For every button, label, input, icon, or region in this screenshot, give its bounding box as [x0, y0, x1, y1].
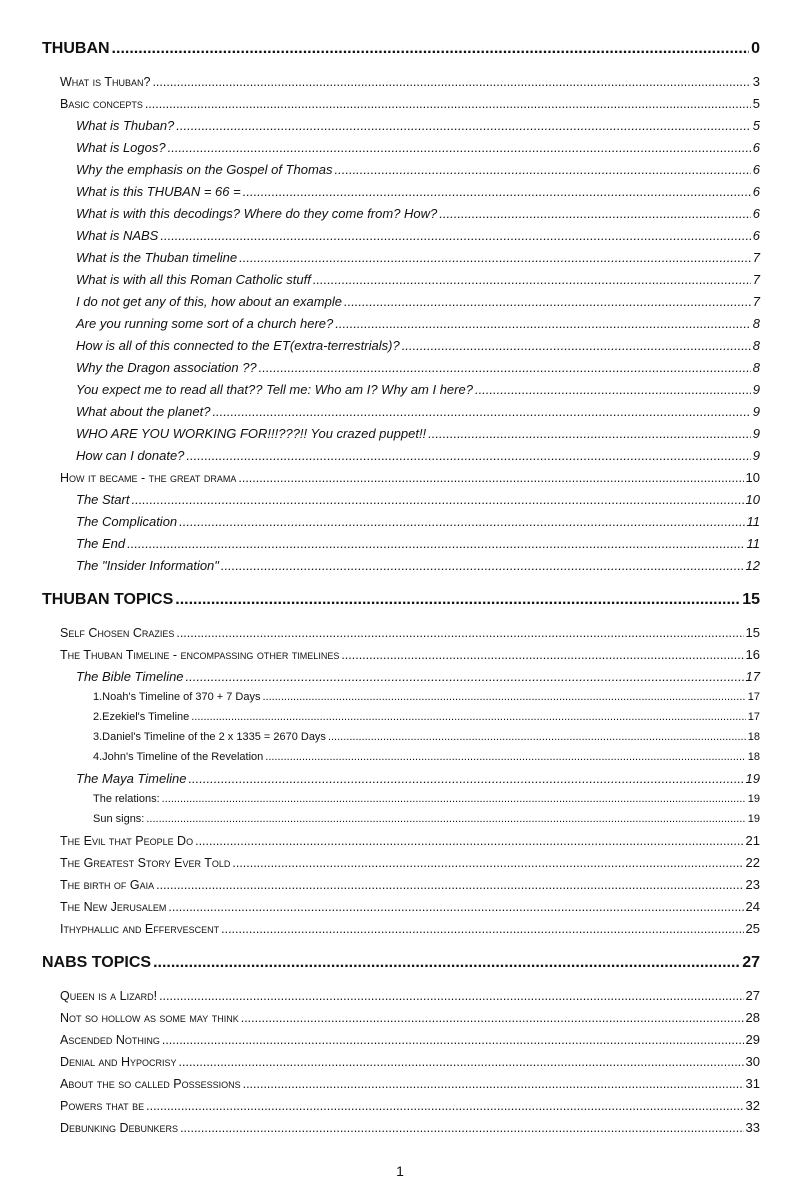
dot-leader [186, 448, 750, 463]
toc-entry-title: Why the emphasis on the Gospel of Thomas [76, 162, 333, 177]
toc-entry-title: The Evil that People Do [60, 834, 194, 848]
dot-leader [162, 793, 746, 805]
toc-entry-title: Why the Dragon association ?? [76, 360, 257, 375]
toc-entry-page: 5 [752, 96, 760, 111]
toc-entry[interactable] [42, 921, 760, 943]
toc-entry[interactable] [42, 382, 760, 404]
toc-entry[interactable] [42, 162, 760, 184]
toc-entry[interactable] [42, 1054, 760, 1076]
toc-entry-page: 17 [747, 691, 760, 703]
toc-entry-page: 6 [752, 184, 760, 199]
toc-entry[interactable] [42, 647, 760, 669]
toc-entry[interactable] [42, 228, 760, 250]
dot-leader [243, 184, 751, 199]
dot-leader [243, 1077, 744, 1091]
toc-entry-title: What is the Thuban timeline [76, 250, 238, 265]
toc-entry-page: 7 [752, 294, 760, 309]
toc-entry-page: 18 [747, 731, 760, 743]
toc-heading[interactable] [42, 40, 760, 62]
dot-leader [186, 669, 744, 684]
toc-entry[interactable] [42, 813, 760, 833]
toc-entry[interactable] [42, 855, 760, 877]
toc-entry-page: 28 [745, 1010, 760, 1025]
toc-entry-title: Ascended Nothing [60, 1033, 160, 1047]
dot-leader [175, 591, 740, 609]
toc-entry-page: 31 [745, 1076, 760, 1091]
toc-entry[interactable] [42, 360, 760, 382]
toc-entry[interactable] [42, 492, 760, 514]
toc-entry-title: 3.Daniel's Timeline of the 2 x 1335 = 2670 Days [93, 731, 326, 743]
toc-entry-page: 19 [747, 813, 760, 825]
dot-leader [127, 536, 744, 551]
toc-entry-page: 27 [745, 988, 760, 1003]
toc-entry-title: The New Jerusalem [60, 900, 167, 914]
toc-entry-title: What is Thuban? [76, 118, 175, 133]
toc-heading[interactable] [42, 591, 760, 613]
toc-entry[interactable] [42, 793, 760, 813]
dot-leader [341, 648, 743, 662]
toc-entry[interactable] [42, 751, 760, 771]
toc-entry-page: 19 [747, 793, 760, 805]
toc-entry[interactable] [42, 711, 760, 731]
toc-entry-title: The relations: [93, 793, 160, 805]
toc-entry[interactable] [42, 833, 760, 855]
toc-entry[interactable] [42, 899, 760, 921]
toc-entry[interactable] [42, 877, 760, 899]
toc-entry-title: Basic concepts [60, 97, 143, 111]
toc-entry-title: WHO ARE YOU WORKING FOR!!!???!! You crazed puppet!! [76, 426, 427, 441]
toc-entry-page: 9 [752, 448, 760, 463]
toc-entry-page: 29 [745, 1032, 760, 1047]
toc-entry[interactable] [42, 731, 760, 751]
toc-entry[interactable] [42, 184, 760, 206]
toc-entry-title: What is NABS [76, 228, 159, 243]
toc-entry-title: 2.Ezekiel's Timeline [93, 711, 190, 723]
toc-entry-page: 12 [745, 558, 760, 573]
toc-entry-title: How can I donate? [76, 448, 185, 463]
toc-entry-page: 10 [745, 492, 760, 507]
toc-entry[interactable] [42, 1010, 760, 1032]
toc-entry-title: The Start [76, 492, 130, 507]
dot-leader [176, 118, 750, 133]
dot-leader [152, 75, 750, 89]
toc-entry-title: Queen is a Lizard! [60, 989, 158, 1003]
toc-entry-page: 22 [745, 855, 760, 870]
toc-entry-page: 9 [752, 404, 760, 419]
toc-entry-title: Ithyphallic and Effervescent [60, 922, 220, 936]
dot-leader [179, 514, 744, 529]
toc-entry[interactable] [42, 294, 760, 316]
toc-entry-page: 11 [746, 514, 760, 529]
toc-entry-title: The Maya Timeline [76, 771, 187, 786]
toc-entry[interactable] [42, 74, 760, 96]
dot-leader [428, 426, 751, 441]
toc-entry-page: 6 [752, 162, 760, 177]
toc-entry[interactable] [42, 771, 760, 793]
toc-entry-title: I do not get any of this, how about an example [76, 294, 342, 309]
toc-entry-page: 24 [745, 899, 760, 914]
toc-entry-page: 8 [752, 360, 760, 375]
toc-entry-title: The Greatest Story Ever Told [60, 856, 231, 870]
dot-leader [168, 900, 743, 914]
toc-entry-page: 17 [747, 711, 760, 723]
toc-entry[interactable] [42, 1120, 760, 1142]
toc-entry[interactable] [42, 669, 760, 691]
toc-entry[interactable] [42, 118, 760, 140]
toc-entry-page: 6 [752, 206, 760, 221]
toc-entry[interactable] [42, 1076, 760, 1098]
dot-leader [335, 316, 751, 331]
toc-entry-title: 1.Noah's Timeline of 370 + 7 Days [93, 691, 261, 703]
dot-leader [131, 492, 743, 507]
toc-entry[interactable] [42, 96, 760, 118]
toc-entry-title: The Complication [76, 514, 178, 529]
dot-leader [439, 206, 750, 221]
toc-entry-title: What is with this decodings? Where do they come from? How? [76, 206, 438, 221]
toc-heading[interactable] [42, 954, 760, 976]
dot-leader [180, 1121, 743, 1135]
toc-entry[interactable] [42, 988, 760, 1010]
dot-leader [313, 272, 751, 287]
toc-entry-page: 9 [752, 382, 760, 397]
toc-entry-page: 8 [752, 338, 760, 353]
toc-entry-page: 33 [745, 1120, 760, 1135]
toc-entry-page: 10 [745, 470, 760, 485]
toc-entry-page: 32 [745, 1098, 760, 1113]
toc-entry-title: Sun signs: [93, 813, 145, 825]
dot-leader [221, 922, 743, 936]
toc-entry[interactable] [42, 206, 760, 228]
toc-entry[interactable] [42, 1098, 760, 1120]
toc-entry[interactable] [42, 426, 760, 448]
toc-entry[interactable] [42, 448, 760, 470]
dot-leader [162, 1033, 744, 1047]
toc-entry-title: THUBAN TOPICS [42, 591, 174, 608]
dot-leader [179, 1055, 744, 1069]
toc-entry-page: 11 [746, 536, 760, 551]
toc-entry[interactable] [42, 514, 760, 536]
toc-entry-page: 25 [745, 921, 760, 936]
toc-entry-title: The Bible Timeline [76, 669, 184, 684]
toc-entry-page: 16 [745, 647, 760, 662]
toc-entry-page: 15 [742, 591, 760, 608]
toc-entry-title: The birth of Gaia [60, 878, 155, 892]
dot-leader [212, 404, 750, 419]
toc-entry-page: 30 [745, 1054, 760, 1069]
toc-entry[interactable] [42, 470, 760, 492]
toc-entry-title: Not so hollow as some may think [60, 1011, 239, 1025]
toc-entry-page: 0 [751, 40, 760, 57]
dot-leader [159, 989, 743, 1003]
toc-entry[interactable] [42, 316, 760, 338]
toc-entry-title: What is Logos? [76, 140, 166, 155]
toc-entry-title: What is Thuban? [60, 75, 151, 89]
toc-entry-title: How is all of this connected to the ET(extra-terrestrials)? [76, 338, 400, 353]
dot-leader [265, 751, 745, 763]
toc-entry-page: 18 [747, 751, 760, 763]
toc-entry[interactable] [42, 625, 760, 647]
toc-entry-title: Are you running some sort of a church here? [76, 316, 334, 331]
dot-leader [344, 294, 751, 309]
dot-leader [160, 228, 750, 243]
toc-entry-title: You expect me to read all that?? Tell me: Who am I? Why am I here? [76, 382, 473, 397]
dot-leader [153, 954, 740, 972]
toc-entry-title: NABS TOPICS [42, 954, 152, 971]
dot-leader [176, 626, 743, 640]
toc-entry-title: Self Chosen Crazies [60, 626, 175, 640]
dot-leader [241, 1011, 744, 1025]
dot-leader [263, 691, 746, 703]
toc-entry-page: 8 [752, 316, 760, 331]
dot-leader [188, 771, 743, 786]
toc-entry-title: What is this THUBAN = 66 = [76, 184, 241, 199]
toc-entry[interactable] [42, 338, 760, 360]
dot-leader [146, 1099, 743, 1113]
toc-entry-page: 9 [752, 426, 760, 441]
toc-entry[interactable] [42, 558, 760, 580]
dot-leader [259, 360, 751, 375]
toc-entry-title: THUBAN [42, 40, 110, 57]
dot-leader [238, 471, 743, 485]
toc-entry[interactable] [42, 404, 760, 426]
dot-leader [402, 338, 751, 353]
toc-entry-title: The Thuban Timeline - encompassing other timelines [60, 648, 340, 662]
toc-entry-page: 7 [752, 272, 760, 287]
toc-entry-title: 4.John's Timeline of the Revelation [93, 751, 264, 763]
dot-leader [195, 834, 743, 848]
dot-leader [221, 558, 744, 573]
toc-entry[interactable] [42, 691, 760, 711]
dot-leader [328, 731, 746, 743]
toc-entry-page: 6 [752, 140, 760, 155]
dot-leader [191, 711, 746, 723]
toc-entry-page: 27 [742, 954, 760, 971]
dot-leader [146, 813, 745, 825]
dot-leader [156, 878, 743, 892]
toc-entry-title: The "Insider Information" [76, 558, 219, 573]
table-of-contents [42, 40, 760, 1142]
toc-entry[interactable] [42, 272, 760, 294]
dot-leader [475, 382, 751, 397]
toc-entry-title: How it became - the great drama [60, 471, 237, 485]
dot-leader [168, 140, 751, 155]
toc-entry-page: 23 [745, 877, 760, 892]
toc-entry-page: 3 [752, 74, 760, 89]
toc-entry-title: The End [76, 536, 126, 551]
toc-entry-title: What is with all this Roman Catholic stuff [76, 272, 311, 287]
toc-entry[interactable] [42, 536, 760, 558]
toc-entry[interactable] [42, 250, 760, 272]
toc-entry-title: Denial and Hypocrisy [60, 1055, 177, 1069]
dot-leader [232, 856, 743, 870]
toc-entry[interactable] [42, 140, 760, 162]
toc-entry-title: About the so called Possessions [60, 1077, 241, 1091]
dot-leader [335, 162, 751, 177]
toc-entry-page: 17 [745, 669, 760, 684]
page-number: 1 [396, 1163, 404, 1179]
toc-entry-title: Debunking Debunkers [60, 1121, 179, 1135]
toc-entry-page: 7 [752, 250, 760, 265]
toc-entry-title: What about the planet? [76, 404, 211, 419]
toc-entry[interactable] [42, 1032, 760, 1054]
dot-leader [145, 97, 751, 111]
dot-leader [239, 250, 751, 265]
toc-entry-page: 15 [745, 625, 760, 640]
toc-entry-page: 19 [745, 771, 760, 786]
toc-entry-page: 5 [752, 118, 760, 133]
toc-entry-page: 6 [752, 228, 760, 243]
toc-entry-page: 21 [745, 833, 760, 848]
dot-leader [112, 40, 750, 58]
toc-entry-title: Powers that be [60, 1099, 145, 1113]
